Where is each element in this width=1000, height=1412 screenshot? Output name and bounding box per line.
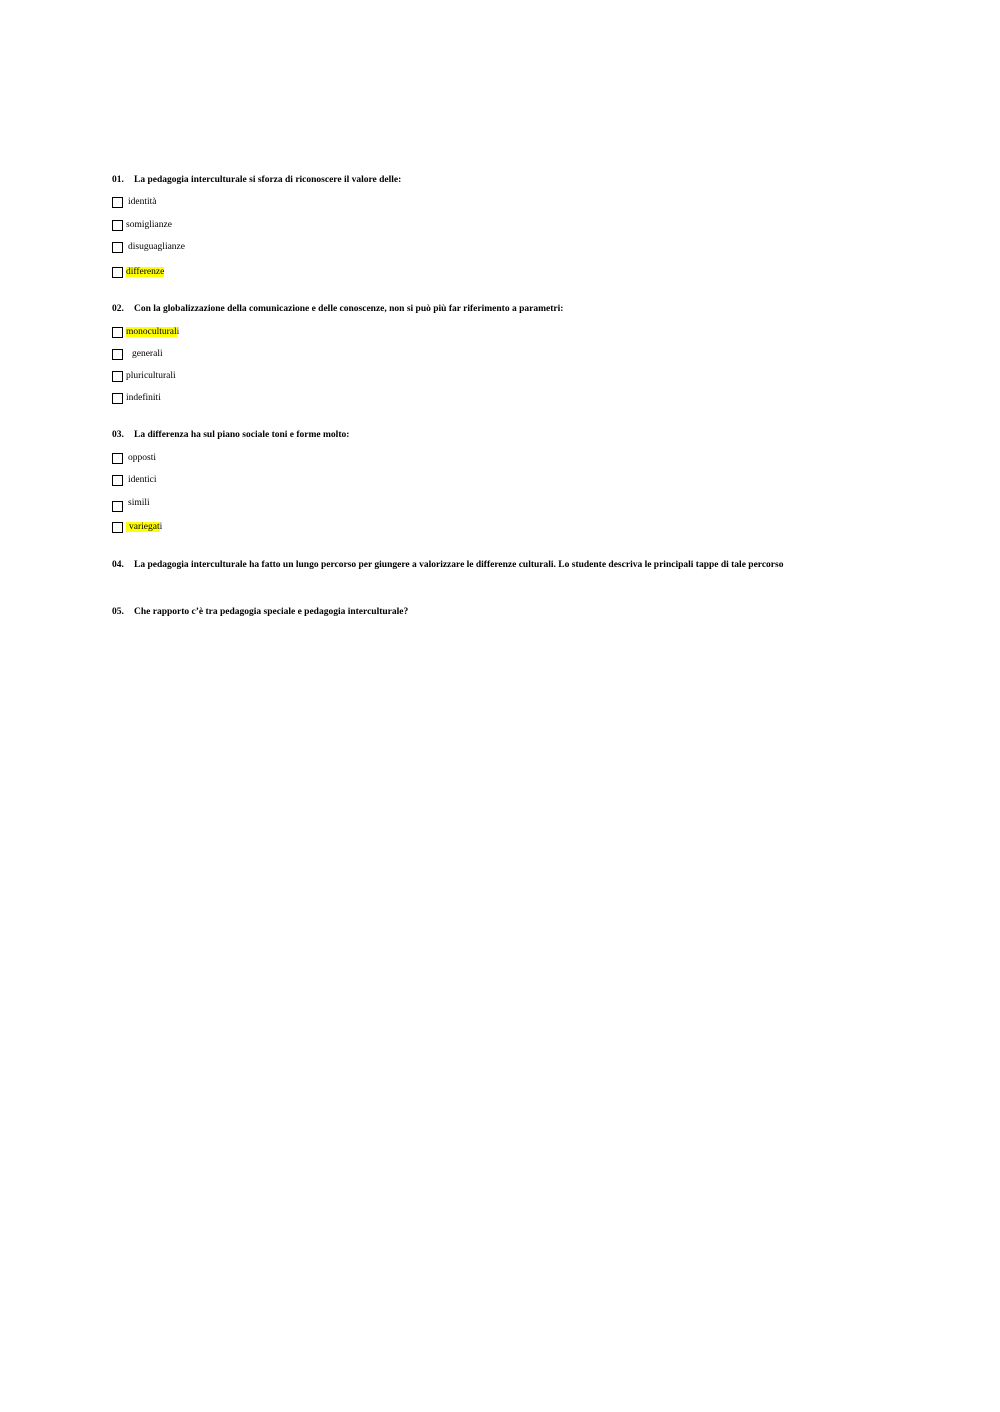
question-number: 04. — [112, 560, 124, 570]
question-03-title — [112, 429, 349, 441]
option-label-rest: i — [159, 522, 163, 532]
option-label: disuguaglianze — [128, 242, 185, 252]
checkbox[interactable] — [112, 220, 123, 231]
question-number: 03. — [112, 430, 124, 440]
checkbox[interactable] — [112, 453, 123, 464]
question-text: La pedagogia interculturale si sforza di riconoscere il valore delle: — [134, 175, 402, 185]
question-text: La differenza ha sul piano sociale toni e forme molto: — [134, 430, 350, 440]
question-01-option-3[interactable] — [112, 240, 185, 254]
question-01-option-2[interactable] — [112, 218, 172, 232]
question-03-option-1[interactable] — [112, 451, 156, 465]
question-02-option-2[interactable] — [112, 347, 163, 361]
highlighted-answer: differenze — [126, 267, 165, 277]
checkbox[interactable] — [112, 327, 123, 338]
question-03-option-3[interactable] — [112, 496, 150, 510]
question-03-option-4[interactable] — [112, 520, 162, 534]
question-text: La pedagogia interculturale ha fatto un lungo percorso per giungere a valorizzare le differenze culturali. Lo studente descriva le principali tappe di tale percorso — [134, 560, 784, 570]
checkbox[interactable] — [112, 371, 123, 382]
question-03-option-2[interactable] — [112, 473, 157, 487]
question-text: Che rapporto c’è tra pedagogia speciale e pedagogia interculturale? — [134, 607, 409, 617]
option-label: simili — [128, 498, 150, 508]
highlighted-answer: monocultural — [126, 327, 177, 337]
question-number: 01. — [112, 175, 124, 185]
checkbox[interactable] — [112, 267, 123, 278]
checkbox[interactable] — [112, 349, 123, 360]
question-01-title — [112, 174, 401, 186]
option-label — [126, 266, 164, 278]
question-number: 02. — [112, 304, 124, 314]
option-label: generali — [132, 349, 163, 359]
checkbox[interactable] — [112, 197, 123, 208]
checkbox[interactable] — [112, 393, 123, 404]
question-02-option-4[interactable] — [112, 391, 161, 405]
option-label — [126, 326, 179, 338]
question-02-option-3[interactable] — [112, 369, 176, 383]
option-label: somiglianze — [126, 220, 172, 230]
question-02-title — [112, 303, 563, 315]
option-label: indefiniti — [126, 393, 161, 403]
checkbox[interactable] — [112, 242, 123, 253]
checkbox[interactable] — [112, 475, 123, 486]
option-label: identità — [128, 197, 157, 207]
question-05-title — [112, 606, 408, 618]
question-text: Con la globalizzazione della comunicazione e delle conoscenze, non si può più far riferimento a parametri: — [134, 304, 564, 314]
question-01-option-4[interactable] — [112, 265, 164, 279]
highlighted-answer: variegat — [126, 522, 160, 532]
question-04-title — [112, 559, 852, 571]
option-label-rest: i — [176, 327, 180, 337]
checkbox[interactable] — [112, 501, 123, 512]
option-label — [126, 521, 162, 533]
option-label: pluriculturali — [126, 371, 176, 381]
question-number: 05. — [112, 607, 124, 617]
option-label: identici — [128, 475, 157, 485]
option-label: opposti — [128, 453, 156, 463]
checkbox[interactable] — [112, 522, 123, 533]
question-01-option-1[interactable] — [112, 195, 157, 209]
question-02-option-1[interactable] — [112, 325, 179, 339]
